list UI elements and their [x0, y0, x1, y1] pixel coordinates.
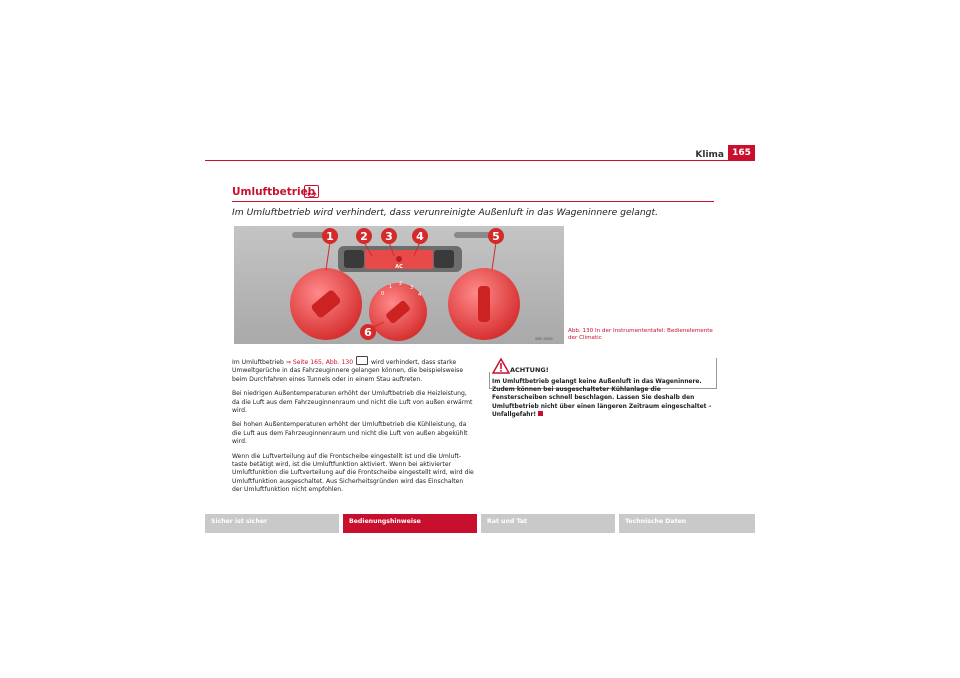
end-of-section-icon — [538, 411, 543, 416]
callout-5: 5 — [492, 230, 500, 243]
callout-4: 4 — [416, 230, 424, 243]
footer-tab-sicher-ist-sicher[interactable]: Sicher ist sicher — [205, 514, 339, 533]
paragraph-1: Im Umluftbetrieb ⇒ Seite 165, Abb. 130 wird verhindert, dass starke Umweltgerüche in das Fahrzeuginnere gelangen können, die beispielsweise beim Durchfahren eines Tunnels oder in einem Stau auftreten. — [232, 356, 474, 384]
section-rule — [232, 201, 714, 202]
footer-tab-bedienungshinweise[interactable]: Bedienungshinweise — [343, 514, 477, 533]
callout-3: 3 — [385, 230, 393, 243]
knob-mark-2: 2 — [399, 281, 403, 287]
recirculation-icon — [356, 356, 368, 365]
body-text — [232, 356, 474, 501]
image-code: B5F-0456 — [535, 337, 553, 341]
section-title: Umluftbetrieb — [232, 186, 316, 198]
recirculation-icon — [304, 185, 319, 198]
header-rule — [205, 160, 755, 161]
chapter-title: Klima — [695, 150, 724, 160]
paragraph-3: Bei hohen Außentemperaturen erhöht der Umluftbetrieb die Kühlleistung, da die Luft aus dem Fahrzeuginnenraum und nicht die Luft von außen abgekühlt wird. — [232, 421, 468, 446]
knob-mark-0: 0 — [381, 291, 385, 297]
warning-label: ACHTUNG! — [510, 366, 549, 374]
climatic-controls-figure — [234, 226, 564, 344]
footer-tab-rat-und-tat[interactable]: Rat und Tat — [481, 514, 615, 533]
ac-button-label: AC — [395, 264, 403, 270]
paragraph-2: Bei niedrigen Außentemperaturen erhöht der Umluftbetrieb die Heizleistung, da die Luft aus dem Fahrzeuginnenraum und nicht die Luft von außen erwärmt wird. — [232, 390, 473, 415]
page-reference-link[interactable]: ⇒ Seite 165, Abb. 130 — [285, 359, 354, 366]
footer-tab-technische-daten[interactable]: Technische Daten — [619, 514, 755, 533]
warning-text: Im Umluftbetrieb gelangt keine Außenluft in das Wageninnere. Zudem können bei ausgeschalteter Kühlanlage die Fensterscheiben schnell beschlagen. Lassen Sie deshalb den Umluftbetrieb nicht über einen längeren Zeitraum eingeschaltet – Unfallgefahr! — [492, 379, 712, 418]
paragraph-4: Wenn die Luftverteilung auf die Frontscheibe eingestellt ist und die Umluft-taste betätigt wird, ist die Umluftfunktion aktiviert. Wenn bei aktivierter Umluftfunktion die Luftverteilung auf die Frontscheibe eingestellt wird, wird die Umluftfunktion ausgeschaltet. Aus Sicherheitsgründen wird das Einschalten der Umluftfunktion nicht empfohlen. — [232, 452, 474, 494]
knob-mark-1: 1 — [389, 284, 393, 290]
callout-2: 2 — [360, 230, 368, 243]
section-subtitle: Im Umluftbetrieb wird verhindert, dass verunreinigte Außenluft in das Wageninnere gelangt. — [232, 207, 659, 218]
knob-mark-4: 4 — [418, 292, 422, 298]
callout-1: 1 — [326, 230, 334, 243]
figure-caption: Abb. 130 In der Instrumententafel: Bedienelemente der Climatic — [568, 328, 713, 341]
page-number: 165 — [728, 145, 755, 161]
callout-6: 6 — [364, 326, 372, 339]
knob-mark-3: 3 — [410, 285, 414, 291]
